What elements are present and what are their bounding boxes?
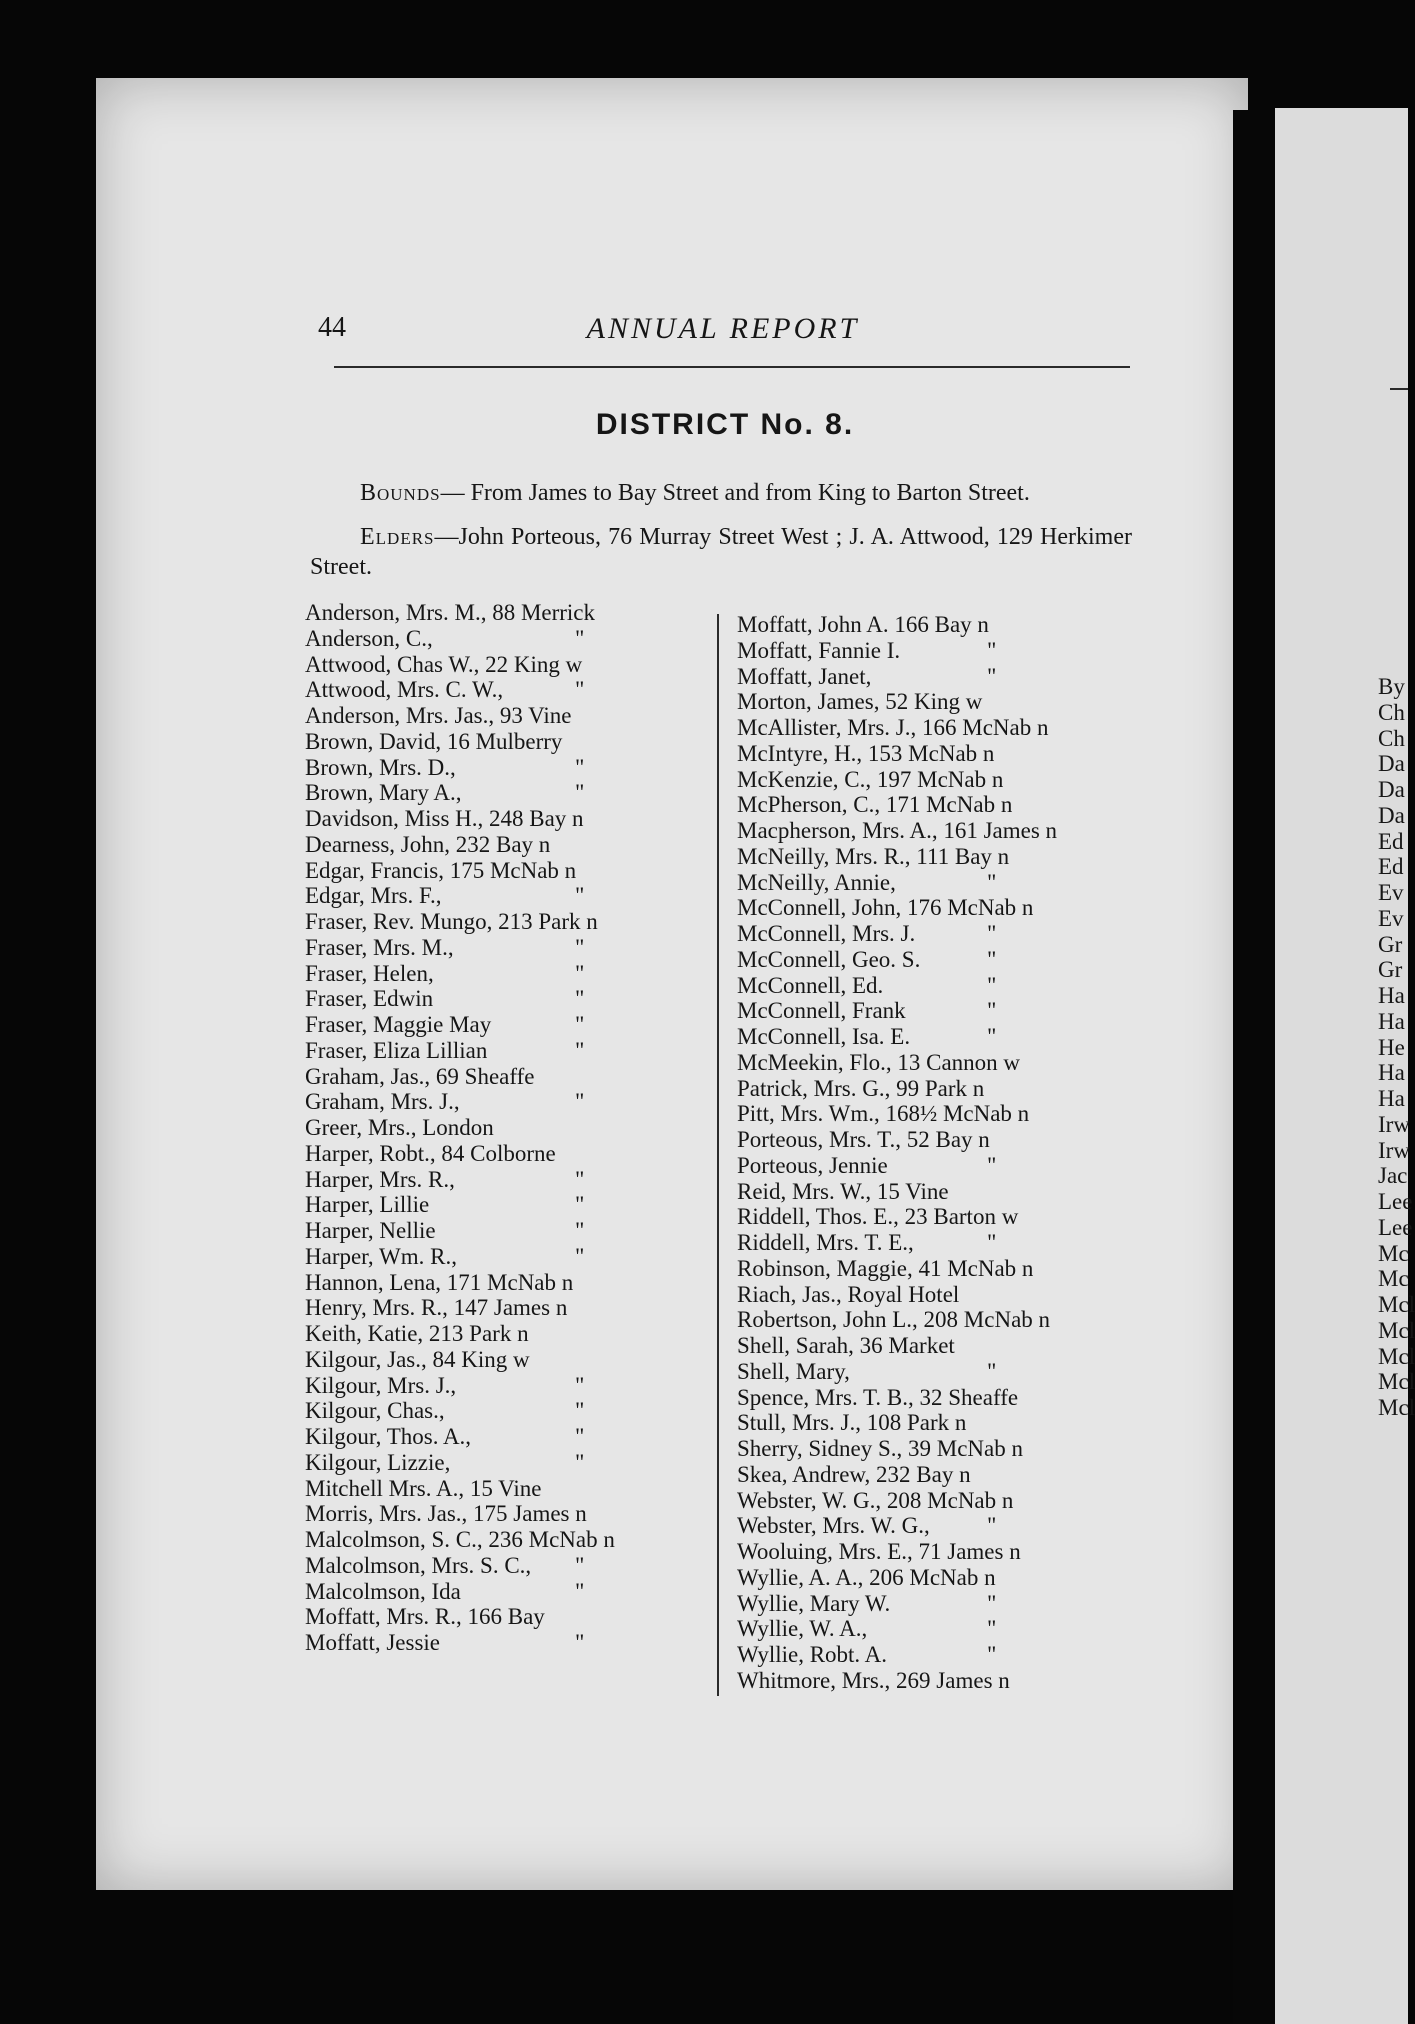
member-name: Kilgour, Chas., — [305, 1398, 445, 1424]
member-entry — [737, 1565, 1137, 1591]
member-entry — [305, 1295, 670, 1321]
member-entry — [737, 818, 1137, 844]
member-name: Edgar, Francis, 175 McNab n — [305, 857, 577, 883]
adjacent-page-line: Ha — [1378, 1008, 1405, 1034]
adjacent-page-line: Gr — [1378, 931, 1403, 957]
member-entry — [737, 1385, 1137, 1411]
member-entry — [737, 1513, 1137, 1539]
member-entry — [737, 1307, 1137, 1333]
member-entry — [737, 998, 1137, 1024]
member-entry — [737, 612, 1137, 638]
adjacent-page-line: Ev — [1378, 880, 1404, 905]
ditto-mark: " — [575, 883, 585, 909]
member-name: Robinson, Maggie, 41 McNab n — [737, 1255, 1034, 1281]
member-entry — [737, 664, 1137, 690]
member-entry — [737, 1024, 1137, 1050]
member-name: Shell, Sarah, 36 Market — [737, 1333, 955, 1358]
member-entry — [737, 767, 1137, 793]
member-entry — [737, 1127, 1137, 1153]
member-name: Robertson, John L., 208 McNab n — [737, 1307, 1051, 1333]
member-entry — [737, 895, 1137, 921]
ditto-mark: " — [987, 1024, 997, 1049]
member-name: Moffatt, Mrs. R., 166 Bay — [305, 1604, 545, 1630]
district-elders — [310, 522, 1132, 582]
ditto-mark: " — [575, 780, 585, 806]
member-entry — [305, 1553, 670, 1579]
ditto-mark: " — [575, 625, 585, 651]
member-name: Edgar, Mrs. F., — [305, 883, 442, 909]
member-name: Harper, Nellie — [305, 1218, 436, 1243]
member-name: Wyllie, A. A., 206 McNab n — [737, 1564, 996, 1590]
member-name: McMeekin, Flo., 13 Cannon w — [737, 1049, 1021, 1075]
ditto-mark: " — [575, 1552, 585, 1578]
member-entry — [737, 1153, 1137, 1179]
member-name: Fraser, Mrs. M., — [305, 934, 454, 960]
member-entry — [305, 935, 670, 961]
member-entry — [737, 973, 1137, 999]
member-entry — [305, 626, 670, 652]
member-entry — [737, 1591, 1137, 1617]
adjacent-page-line: Irw — [1378, 1111, 1410, 1137]
member-entry — [737, 689, 1137, 715]
member-name: Morris, Mrs. Jas., 175 James n — [305, 1501, 587, 1527]
member-name: Wooluing, Mrs. E., 71 James n — [737, 1539, 1021, 1564]
member-entry — [737, 638, 1137, 664]
member-name: Anderson, Mrs. M., 88 Merrick — [305, 600, 596, 625]
member-name: Harper, Robt., 84 Colborne — [305, 1140, 556, 1166]
member-entry — [305, 780, 670, 806]
member-name: Kilgour, Thos. A., — [305, 1424, 472, 1449]
member-entry — [737, 870, 1137, 896]
member-entry — [305, 1476, 670, 1502]
member-name: Graham, Jas., 69 Sheaffe — [305, 1063, 535, 1089]
adjacent-page-line: He — [1378, 1034, 1405, 1060]
member-name: McConnell, John, 176 McNab n — [737, 895, 1034, 921]
member-name: Greer, Mrs., London — [305, 1115, 494, 1140]
ditto-mark: " — [575, 1243, 585, 1269]
member-entry — [305, 1192, 670, 1218]
member-name: McConnell, Isa. E. — [737, 1024, 911, 1049]
ditto-mark: " — [575, 1630, 585, 1655]
member-name: Riddell, Mrs. T. E., — [737, 1230, 914, 1255]
members-column-right — [737, 612, 1137, 1694]
member-entry — [305, 1244, 670, 1270]
adjacent-page-line: Da — [1378, 777, 1405, 802]
member-name: Kilgour, Jas., 84 King w — [305, 1346, 530, 1372]
adjacent-page-line: Gr — [1378, 957, 1403, 983]
member-name: Keith, Katie, 213 Park n — [305, 1321, 529, 1346]
ditto-mark: " — [987, 972, 997, 998]
member-entry — [305, 1115, 670, 1141]
member-entry — [305, 832, 670, 858]
member-entry — [305, 677, 670, 703]
ditto-mark: " — [987, 1230, 997, 1255]
member-name: Wyllie, Robt. A. — [737, 1642, 888, 1667]
ditto-mark: " — [987, 1642, 997, 1667]
member-name: Anderson, Mrs. Jas., 93 Vine — [305, 703, 572, 728]
adjacent-page-line: Ed — [1378, 854, 1404, 880]
member-entry — [305, 1012, 670, 1038]
member-name: Whitmore, Mrs., 269 James n — [737, 1667, 1010, 1693]
adjacent-page-line: Mcl — [1378, 1343, 1415, 1369]
ditto-mark: " — [987, 998, 997, 1024]
member-name: Wyllie, Mary W. — [737, 1590, 891, 1616]
member-name: Wyllie, W. A., — [737, 1616, 868, 1642]
adjacent-page-line: Mc — [1378, 1240, 1409, 1266]
adjacent-page-line: Ha — [1378, 1086, 1405, 1111]
member-name: Shell, Mary, — [737, 1358, 850, 1384]
member-name: McConnell, Geo. S. — [737, 946, 921, 972]
member-entry — [305, 806, 670, 832]
member-name: Malcolmson, Ida — [305, 1578, 461, 1604]
page-number: 44 — [318, 312, 346, 343]
member-name: Riach, Jas., Royal Hotel — [737, 1281, 960, 1307]
ditto-mark: " — [575, 1012, 585, 1037]
member-entry — [305, 961, 670, 987]
member-name: Attwood, Chas W., 22 King w — [305, 651, 583, 677]
adjacent-page-line: Ev — [1378, 905, 1404, 931]
ditto-mark: " — [575, 986, 585, 1012]
member-name: McPherson, C., 171 McNab n — [737, 792, 1013, 818]
member-entry — [305, 1424, 670, 1450]
adjacent-page-rule — [1390, 388, 1408, 390]
member-entry — [737, 1668, 1137, 1694]
member-entry — [737, 1410, 1137, 1436]
member-entry — [737, 1282, 1137, 1308]
members-column-left — [305, 600, 670, 1656]
member-entry — [737, 1230, 1137, 1256]
member-name: Spence, Mrs. T. B., 32 Sheaffe — [737, 1384, 1019, 1410]
member-name: Brown, David, 16 Mulberry — [305, 728, 563, 754]
member-entry — [305, 1089, 670, 1115]
page-header — [318, 312, 1128, 358]
member-name: Fraser, Maggie May — [305, 1012, 492, 1037]
ditto-mark: " — [987, 869, 997, 895]
member-entry — [305, 1373, 670, 1399]
member-entry — [737, 741, 1137, 767]
member-entry — [737, 1539, 1137, 1565]
member-name: Pitt, Mrs. Wm., 168½ McNab n — [737, 1101, 1030, 1127]
ditto-mark: " — [987, 1616, 997, 1642]
elders-text: —John Porteous, 76 Murray Street West ; J. A. Attwood, 129 Herkimer Street. — [310, 524, 1132, 580]
member-name: Mitchell Mrs. A., 15 Vine — [305, 1475, 542, 1501]
member-name: Brown, Mary A., — [305, 780, 462, 806]
member-entry — [305, 1347, 670, 1373]
member-entry — [305, 1450, 670, 1476]
member-entry — [737, 1359, 1137, 1385]
member-entry — [737, 844, 1137, 870]
member-entry — [305, 1038, 670, 1064]
member-name: Riddell, Thos. E., 23 Barton w — [737, 1204, 1019, 1230]
member-entry — [737, 1076, 1137, 1102]
member-name: Attwood, Mrs. C. W., — [305, 677, 504, 703]
member-entry — [305, 1398, 670, 1424]
adjacent-page-line: Ch — [1378, 725, 1405, 751]
ditto-mark: " — [987, 1513, 997, 1539]
district-bounds — [360, 476, 1130, 510]
member-name: Sherry, Sidney S., 39 McNab n — [737, 1436, 1023, 1461]
ditto-mark: " — [987, 946, 997, 972]
adjacent-page-line: Ed — [1378, 828, 1404, 854]
member-entry — [737, 1050, 1137, 1076]
member-entry — [737, 1642, 1137, 1668]
member-name: Fraser, Eliza Lillian — [305, 1037, 488, 1063]
member-name: Graham, Mrs. J., — [305, 1089, 460, 1115]
member-name: Malcolmson, Mrs. S. C., — [305, 1552, 532, 1578]
member-entry — [305, 600, 670, 626]
member-entry — [305, 909, 670, 935]
member-name: McNeilly, Annie, — [737, 869, 896, 895]
adjacent-page-line: Lee — [1378, 1189, 1413, 1214]
adjacent-page-line: By — [1378, 674, 1405, 699]
member-name: Harper, Lillie — [305, 1192, 430, 1218]
member-entry — [305, 1167, 670, 1193]
member-name: Webster, W. G., 208 McNab n — [737, 1487, 1014, 1513]
ditto-mark: " — [575, 754, 585, 780]
ditto-mark: " — [987, 663, 997, 689]
member-name: Morton, James, 52 King w — [737, 689, 983, 715]
member-entry — [305, 729, 670, 755]
member-name: Porteous, Jennie — [737, 1152, 888, 1178]
member-entry — [305, 1501, 670, 1527]
bounds-label: Bounds — [360, 480, 441, 506]
member-name: Patrick, Mrs. G., 99 Park n — [737, 1075, 985, 1101]
member-entry — [305, 858, 670, 884]
member-name: Brown, Mrs. D., — [305, 754, 456, 780]
adjacent-page-line: Da — [1378, 802, 1405, 828]
adjacent-page-line: Da — [1378, 751, 1405, 777]
member-name: Macpherson, Mrs. A., 161 James n — [737, 818, 1058, 843]
member-entry — [305, 1579, 670, 1605]
ditto-mark: " — [575, 1398, 585, 1424]
member-name: Malcolmson, S. C., 236 McNab n — [305, 1527, 615, 1552]
elders-label: Elders — [360, 524, 435, 550]
member-name: Fraser, Edwin — [305, 986, 434, 1012]
ditto-mark: " — [987, 1590, 997, 1616]
member-name: Henry, Mrs. R., 147 James n — [305, 1295, 568, 1321]
adjacent-page-line: Ha — [1378, 1060, 1405, 1086]
ditto-mark: " — [575, 1037, 585, 1063]
ditto-mark: " — [987, 1358, 997, 1384]
member-entry — [737, 947, 1137, 973]
member-entry — [305, 1064, 670, 1090]
member-name: Fraser, Helen, — [305, 960, 434, 986]
member-name: Moffatt, Fannie I. — [737, 637, 901, 663]
ditto-mark: " — [575, 934, 585, 960]
member-entry — [737, 715, 1137, 741]
ditto-mark: " — [575, 960, 585, 986]
bounds-text: — From James to Bay Street and from King to Barton Street. — [440, 480, 1030, 506]
adjacent-page-text — [1378, 674, 1415, 1421]
ditto-mark: " — [575, 1166, 585, 1192]
member-entry — [305, 1270, 670, 1296]
member-entry — [305, 986, 670, 1012]
member-entry — [737, 1204, 1137, 1230]
member-name: McAllister, Mrs. J., 166 McNab n — [737, 715, 1049, 740]
member-entry — [737, 792, 1137, 818]
member-name: Dearness, John, 232 Bay n — [305, 831, 551, 857]
book-gutter — [1233, 110, 1275, 2024]
adjacent-page-line: Mcl — [1378, 1292, 1415, 1317]
member-name: Harper, Wm. R., — [305, 1243, 457, 1269]
member-name: Stull, Mrs. J., 108 Park n — [737, 1410, 967, 1436]
member-entry — [737, 1462, 1137, 1488]
member-entry — [305, 755, 670, 781]
member-name: Porteous, Mrs. T., 52 Bay n — [737, 1127, 990, 1152]
member-entry — [737, 1256, 1137, 1282]
member-name: Moffatt, John A. 166 Bay n — [737, 612, 989, 637]
running-title: ANNUAL REPORT — [586, 312, 860, 345]
member-name: Kilgour, Mrs. J., — [305, 1372, 457, 1398]
adjacent-page-line: Mcl — [1378, 1369, 1415, 1395]
ditto-mark: " — [575, 1218, 585, 1243]
member-name: McNeilly, Mrs. R., 111 Bay n — [737, 843, 1010, 869]
ditto-mark: " — [575, 1372, 585, 1398]
member-name: Moffatt, Jessie — [305, 1630, 441, 1655]
member-name: Anderson, C., — [305, 625, 433, 651]
header-rule — [334, 366, 1130, 368]
member-entry — [737, 1179, 1137, 1205]
member-name: Webster, Mrs. W. G., — [737, 1513, 930, 1539]
ditto-mark: " — [575, 677, 585, 703]
adjacent-page-line: Mcl — [1378, 1317, 1415, 1343]
member-name: Hannon, Lena, 171 McNab n — [305, 1269, 574, 1295]
ditto-mark: " — [987, 637, 997, 663]
member-entry — [305, 1141, 670, 1167]
member-entry — [305, 1218, 670, 1244]
member-entry — [305, 883, 670, 909]
member-name: Skea, Andrew, 232 Bay n — [737, 1461, 971, 1487]
column-divider — [717, 614, 719, 1696]
ditto-mark: " — [575, 1424, 585, 1449]
ditto-mark: " — [575, 1449, 585, 1475]
adjacent-page-line: Ha — [1378, 983, 1405, 1008]
member-entry — [305, 1630, 670, 1656]
ditto-mark: " — [575, 1089, 585, 1115]
member-name: Fraser, Rev. Mungo, 213 Park n — [305, 909, 598, 934]
ditto-mark: " — [987, 921, 997, 946]
member-name: McConnell, Frank — [737, 998, 906, 1024]
member-name: Reid, Mrs. W., 15 Vine — [737, 1178, 949, 1204]
adjacent-page-line: Mcl — [1378, 1395, 1415, 1420]
member-entry — [305, 703, 670, 729]
adjacent-page-line: Jac — [1378, 1163, 1408, 1189]
member-name: Harper, Mrs. R., — [305, 1166, 455, 1192]
member-entry — [737, 1436, 1137, 1462]
ditto-mark: " — [987, 1152, 997, 1178]
member-entry — [737, 1101, 1137, 1127]
member-name: McConnell, Ed. — [737, 972, 884, 998]
adjacent-page-line: Irw — [1378, 1137, 1410, 1163]
member-entry — [737, 1333, 1137, 1359]
member-entry — [305, 1604, 670, 1630]
member-entry — [737, 1488, 1137, 1514]
adjacent-page-line: Ch — [1378, 699, 1405, 725]
member-entry — [305, 652, 670, 678]
member-name: McIntyre, H., 153 McNab n — [737, 740, 995, 766]
adjacent-page-line: Mc — [1378, 1266, 1409, 1292]
member-name: Kilgour, Lizzie, — [305, 1449, 451, 1475]
member-entry — [305, 1527, 670, 1553]
member-entry — [737, 921, 1137, 947]
member-entry — [305, 1321, 670, 1347]
member-entry — [737, 1616, 1137, 1642]
member-name: McKenzie, C., 197 McNab n — [737, 766, 1004, 792]
district-title: DISTRICT No. 8. — [595, 408, 855, 441]
ditto-mark: " — [575, 1578, 585, 1604]
adjacent-page-line: Lee — [1378, 1214, 1413, 1240]
member-name: McConnell, Mrs. J. — [737, 921, 916, 946]
ditto-mark: " — [575, 1192, 585, 1218]
member-name: Moffatt, Janet, — [737, 663, 872, 689]
member-name: Davidson, Miss H., 248 Bay n — [305, 806, 584, 831]
